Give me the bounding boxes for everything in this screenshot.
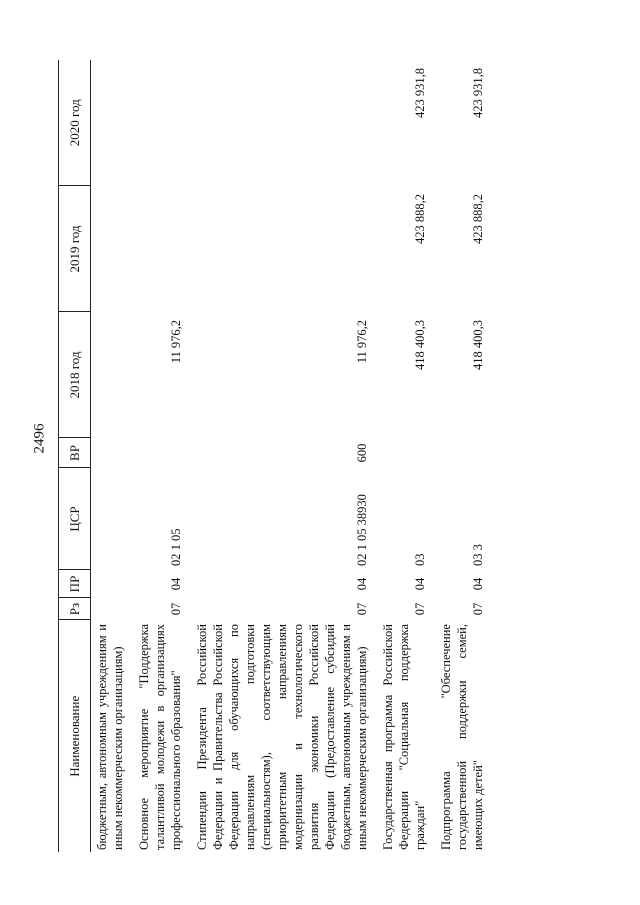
header-2019: 2019 год (59, 186, 91, 312)
row-csr (91, 468, 129, 570)
row-2019 (186, 186, 372, 312)
row-2019 (91, 186, 129, 312)
row-2018: 11 976,2 (169, 320, 183, 364)
row-rz: 07 (169, 602, 183, 616)
row-csr: 03 (413, 553, 427, 566)
row-2020: 423 931,8 (471, 68, 485, 118)
row-2020 (186, 60, 372, 186)
row-2018: 11 976,2 (355, 320, 369, 364)
row-vr (91, 438, 129, 468)
row-name: Подпрограмма "Обеспечение государственной поддержки семей, имеющих детей" (439, 624, 485, 850)
row-name: Государственная программа Российской Федерации "Социальная поддержка граждан" (381, 624, 427, 850)
row-rz (91, 598, 129, 620)
table-row (91, 60, 129, 852)
row-name: Основное мероприятие "Поддержка талантливой молодежи в организациях профессионального образования" (137, 624, 183, 850)
row-pr: 04 (471, 577, 485, 591)
row-rz: 07 (355, 602, 369, 616)
table-row (430, 60, 488, 852)
header-rz: Рз (59, 598, 91, 620)
header-2018: 2018 год (59, 312, 91, 438)
header-name: Наименование (59, 620, 91, 852)
table-row (186, 60, 372, 852)
table-header-row (59, 60, 91, 852)
row-2018: 418 400,3 (471, 320, 485, 370)
row-2019: 423 888,2 (413, 194, 427, 244)
row-csr: 03 3 (471, 544, 485, 566)
row-2020 (128, 60, 186, 186)
row-rz: 07 (413, 602, 427, 616)
header-vr: ВР (59, 438, 91, 468)
row-name: Стипендии Президента Российской Федерации и Правительства Российской Федерации для обучающихся по направлениям подготовки (специальностям), соответствующим приоритетным направлениям модернизации и технологического развития экономики Российской Федерации (Предоставление субсидий бюджетным, автономным учреждениям и иным некоммерческим организациям) (195, 624, 369, 850)
row-vr (372, 438, 430, 468)
row-2019 (128, 186, 186, 312)
row-2018: 418 400,3 (413, 320, 427, 370)
row-vr (128, 438, 186, 468)
row-2020 (91, 60, 129, 186)
row-vr: 600 (355, 443, 369, 463)
row-2018 (91, 312, 129, 438)
row-2019: 423 888,2 (471, 194, 485, 244)
row-csr: 02 1 05 38930 (355, 494, 369, 566)
row-pr: 04 (169, 577, 183, 591)
row-csr: 02 1 05 (169, 528, 183, 566)
header-pr: ПР (59, 570, 91, 598)
table-row (372, 60, 430, 852)
row-pr (91, 570, 129, 598)
budget-table (58, 60, 488, 852)
row-pr: 04 (355, 577, 369, 591)
row-name: бюджетным, автономным учреждениям и иным некоммерческим организациям) (95, 624, 125, 850)
row-pr: 04 (413, 577, 427, 591)
header-2020: 2020 год (59, 60, 91, 186)
budget-table-container (58, 60, 600, 852)
row-2020: 423 931,8 (413, 68, 427, 118)
header-csr: ЦСР (59, 468, 91, 570)
page-number: 2496 (31, 423, 48, 454)
row-rz: 07 (471, 602, 485, 616)
row-vr (430, 438, 488, 468)
table-row (128, 60, 186, 852)
